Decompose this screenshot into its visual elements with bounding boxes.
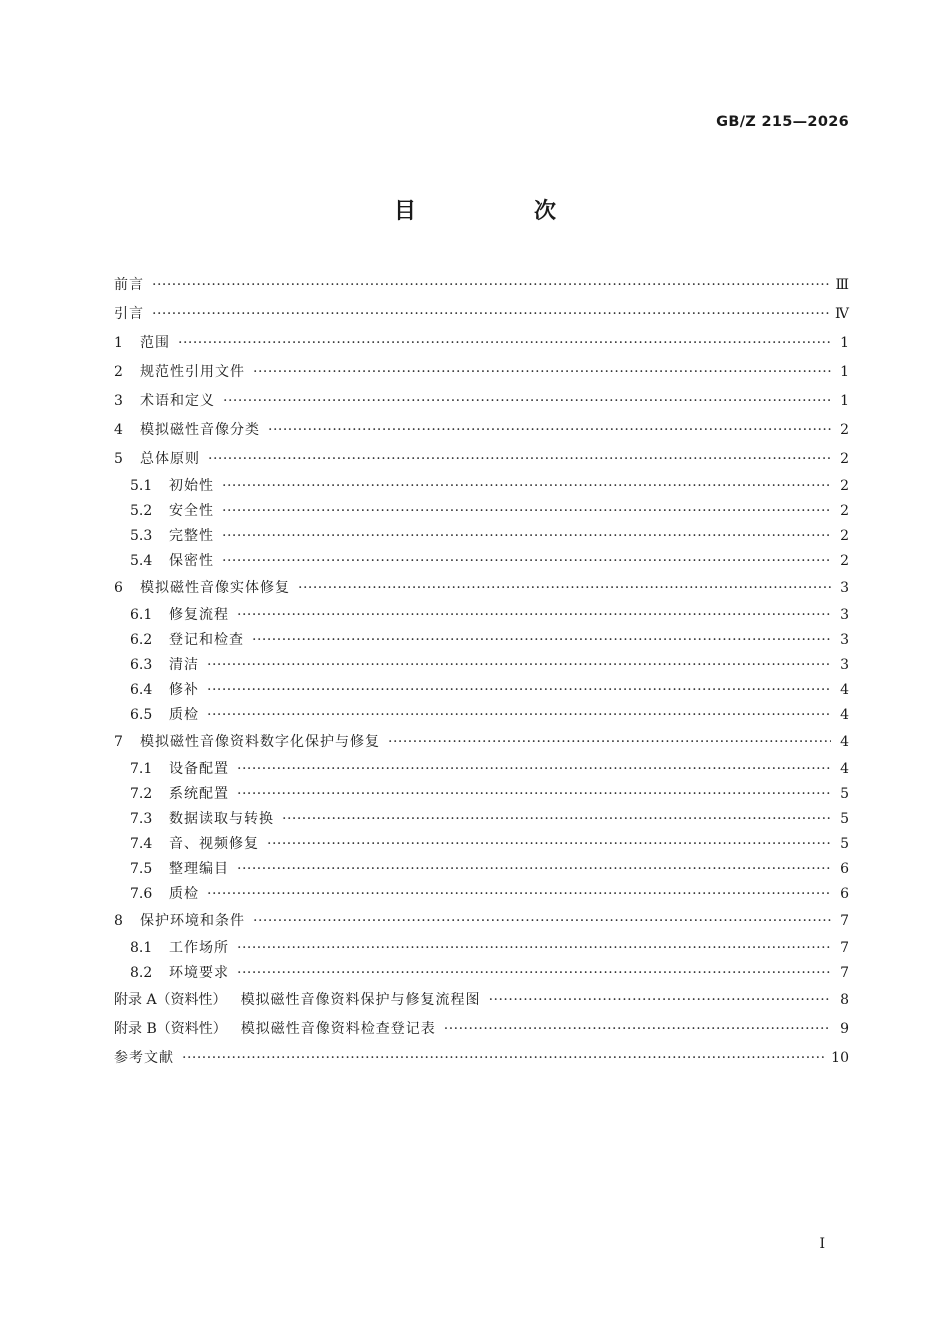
toc-entry-number: 2 <box>114 364 123 380</box>
toc-entry-title: 登记和检查 <box>169 632 244 648</box>
toc-entry-number: 8.2 <box>130 965 153 981</box>
toc-entry-page-number: 4 <box>840 761 849 777</box>
toc-entry-page-number: 7 <box>840 965 849 981</box>
toc-entry[interactable] <box>114 499 849 524</box>
toc-entry-number: 7.3 <box>130 811 153 827</box>
toc-leader-dots <box>178 329 831 358</box>
toc-entry-number: 8.1 <box>130 940 153 956</box>
toc-entry-number: 5.3 <box>130 528 153 544</box>
toc-entry-number: 5.2 <box>130 503 153 519</box>
toc-entry-title: 规范性引用文件 <box>140 364 245 380</box>
toc-entry-number: 6 <box>114 580 123 596</box>
toc-entry-number: 6.4 <box>130 682 153 698</box>
toc-entry[interactable] <box>114 807 849 832</box>
toc-entry-number: 1 <box>114 335 123 351</box>
toc-entry[interactable] <box>114 882 849 907</box>
table-of-contents <box>114 271 849 1073</box>
toc-entry-title: 模拟磁性音像实体修复 <box>140 580 290 596</box>
toc-leader-dots <box>207 678 831 703</box>
toc-entry-page-number: 4 <box>840 682 849 698</box>
toc-leader-dots <box>222 499 831 524</box>
toc-leader-dots <box>267 832 831 857</box>
toc-entry-number: 4 <box>114 422 123 438</box>
toc-entry-number: 8 <box>114 913 123 929</box>
toc-entry[interactable] <box>114 524 849 549</box>
toc-leader-dots <box>237 936 831 961</box>
toc-entry-page-number: Ⅳ <box>835 306 849 322</box>
toc-entry-page-number: 1 <box>840 364 849 380</box>
toc-leader-dots <box>152 271 829 300</box>
toc-entry-title: 工作场所 <box>169 940 229 956</box>
toc-entry-number: 7.2 <box>130 786 153 802</box>
toc-entry-page-number: 2 <box>840 422 849 438</box>
toc-leader-dots <box>237 782 831 807</box>
toc-leader-dots <box>222 524 831 549</box>
toc-entry[interactable] <box>114 1015 849 1044</box>
toc-entry[interactable] <box>114 329 849 358</box>
toc-entry-title: 环境要求 <box>169 965 229 981</box>
toc-entry[interactable] <box>114 782 849 807</box>
toc-entry[interactable] <box>114 387 849 416</box>
toc-entry-title: 安全性 <box>169 503 214 519</box>
toc-entry[interactable] <box>114 961 849 986</box>
toc-leader-dots <box>223 387 831 416</box>
toc-entry[interactable] <box>114 549 849 574</box>
toc-entry-page-number: 3 <box>840 607 849 623</box>
toc-entry-number: 7.6 <box>130 886 153 902</box>
toc-entry-title: 完整性 <box>169 528 214 544</box>
toc-leader-dots <box>282 807 831 832</box>
toc-entry-title: 保护环境和条件 <box>140 913 245 929</box>
toc-entry[interactable] <box>114 832 849 857</box>
toc-entry-page-number: 3 <box>840 632 849 648</box>
toc-entry-number: 6.2 <box>130 632 153 648</box>
toc-leader-dots <box>252 628 831 653</box>
toc-entry-page-number: 8 <box>840 992 849 1008</box>
toc-entry[interactable] <box>114 474 849 499</box>
toc-leader-dots <box>489 986 831 1015</box>
toc-entry-title: 整理编目 <box>169 861 229 877</box>
toc-leader-dots <box>268 416 831 445</box>
toc-entry-page-number: 2 <box>840 478 849 494</box>
toc-entry[interactable] <box>114 1044 849 1073</box>
toc-entry-appendix-label: 附录 B（资料性） <box>114 1021 227 1037</box>
toc-entry-page-number: 7 <box>840 913 849 929</box>
toc-entry-title: 引言 <box>114 306 144 322</box>
toc-entry[interactable] <box>114 857 849 882</box>
toc-entry[interactable] <box>114 628 849 653</box>
toc-entry-title: 修复流程 <box>169 607 229 623</box>
toc-entry-title: 质检 <box>169 707 199 723</box>
toc-entry-page-number: 5 <box>840 786 849 802</box>
toc-entry[interactable] <box>114 603 849 628</box>
toc-entry-page-number: 1 <box>840 393 849 409</box>
toc-entry-title: 模拟磁性音像资料检查登记表 <box>240 1021 436 1037</box>
toc-entry-page-number: 5 <box>840 836 849 852</box>
toc-leader-dots <box>253 358 831 387</box>
toc-entry[interactable] <box>114 445 849 474</box>
toc-entry-title: 总体原则 <box>140 451 200 467</box>
toc-entry-page-number: 2 <box>840 528 849 544</box>
toc-entry[interactable] <box>114 936 849 961</box>
toc-entry-title: 术语和定义 <box>140 393 215 409</box>
toc-entry[interactable] <box>114 271 849 300</box>
toc-entry[interactable] <box>114 358 849 387</box>
toc-entry-page-number: 3 <box>840 657 849 673</box>
toc-entry-page-number: 4 <box>840 707 849 723</box>
toc-entry-number: 7.5 <box>130 861 153 877</box>
toc-entry-title: 系统配置 <box>169 786 229 802</box>
toc-leader-dots <box>222 549 831 574</box>
toc-entry-number: 3 <box>114 393 123 409</box>
toc-entry-page-number: 6 <box>840 886 849 902</box>
toc-entry-title: 清洁 <box>169 657 199 673</box>
toc-entry-appendix-label: 附录 A（资料性） <box>114 992 227 1008</box>
toc-leader-dots <box>222 474 831 499</box>
toc-entry[interactable] <box>114 300 849 329</box>
toc-entry-page-number: 2 <box>840 553 849 569</box>
toc-entry-page-number: 4 <box>840 734 849 750</box>
toc-entry-number: 6.1 <box>130 607 153 623</box>
toc-entry-number: 7.1 <box>130 761 153 777</box>
toc-entry-number: 5 <box>114 451 123 467</box>
toc-entry-title: 保密性 <box>169 553 214 569</box>
toc-entry-page-number: 9 <box>840 1021 849 1037</box>
toc-entry-page-number: 5 <box>840 811 849 827</box>
toc-entry[interactable] <box>114 416 849 445</box>
standard-code: GB/Z 215—2026 <box>716 114 849 130</box>
toc-leader-dots <box>152 300 829 329</box>
toc-entry[interactable] <box>114 728 849 757</box>
toc-entry[interactable] <box>114 757 849 782</box>
page-title: 目 次 <box>393 199 604 224</box>
toc-entry-page-number: 10 <box>831 1050 849 1066</box>
toc-entry-title: 音、视频修复 <box>169 836 259 852</box>
toc-entry[interactable] <box>114 653 849 678</box>
toc-entry-number: 5.1 <box>130 478 153 494</box>
toc-entry[interactable] <box>114 678 849 703</box>
toc-entry-page-number: 2 <box>840 503 849 519</box>
toc-leader-dots <box>253 907 831 936</box>
toc-entry-title: 初始性 <box>169 478 214 494</box>
toc-entry[interactable] <box>114 907 849 936</box>
toc-entry-number: 6.5 <box>130 707 153 723</box>
toc-entry-title: 前言 <box>114 277 144 293</box>
toc-entry-page-number: 7 <box>840 940 849 956</box>
toc-leader-dots <box>208 445 831 474</box>
toc-entry-number: 6.3 <box>130 657 153 673</box>
toc-leader-dots <box>207 703 831 728</box>
toc-leader-dots <box>237 857 831 882</box>
toc-leader-dots <box>444 1015 831 1044</box>
toc-leader-dots <box>237 961 831 986</box>
toc-entry[interactable] <box>114 703 849 728</box>
toc-leader-dots <box>237 603 831 628</box>
toc-entry-page-number: 1 <box>840 335 849 351</box>
toc-leader-dots <box>182 1044 825 1073</box>
toc-leader-dots <box>237 757 831 782</box>
page-folio: Ⅰ <box>819 1236 825 1252</box>
toc-entry-title: 范围 <box>140 335 170 351</box>
toc-entry-number: 7 <box>114 734 123 750</box>
toc-entry-title: 修补 <box>169 682 199 698</box>
toc-entry-page-number: Ⅲ <box>835 277 849 293</box>
toc-entry-title: 模拟磁性音像分类 <box>140 422 260 438</box>
toc-entry-title: 模拟磁性音像资料保护与修复流程图 <box>240 992 481 1008</box>
toc-entry-number: 7.4 <box>130 836 153 852</box>
toc-leader-dots <box>298 574 831 603</box>
toc-entry-title: 设备配置 <box>169 761 229 777</box>
toc-entry-title: 质检 <box>169 886 199 902</box>
toc-leader-dots <box>207 882 831 907</box>
toc-entry-page-number: 2 <box>840 451 849 467</box>
toc-leader-dots <box>207 653 831 678</box>
toc-entry[interactable] <box>114 574 849 603</box>
toc-entry-title: 参考文献 <box>114 1050 174 1066</box>
toc-leader-dots <box>388 728 831 757</box>
toc-entry-page-number: 6 <box>840 861 849 877</box>
toc-entry-title: 数据读取与转换 <box>169 811 274 827</box>
toc-entry-title: 模拟磁性音像资料数字化保护与修复 <box>140 734 380 750</box>
toc-entry-page-number: 3 <box>840 580 849 596</box>
toc-entry[interactable] <box>114 986 849 1015</box>
toc-entry-number: 5.4 <box>130 553 153 569</box>
